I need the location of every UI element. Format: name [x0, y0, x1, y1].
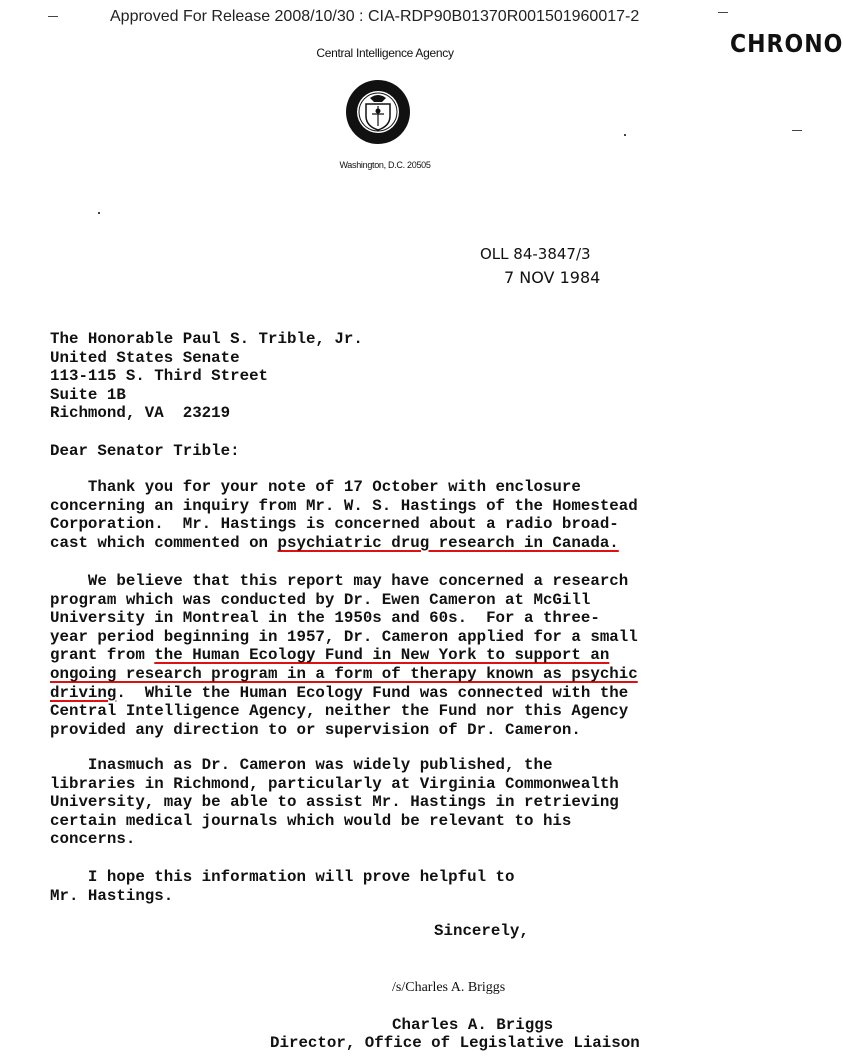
scan-speck: [624, 134, 626, 136]
scan-speck: [718, 12, 728, 13]
text-line: I hope this information will prove helpful to: [50, 868, 515, 886]
agency-name: Central Intelligence Agency: [316, 46, 454, 60]
address-line: 113-115 S. Third Street: [50, 367, 269, 385]
underlined-phrase: the Human Ecology Fund in New York to support an: [154, 646, 610, 665]
address-line: Suite 1B: [50, 385, 126, 404]
address-line: United States Senate: [50, 348, 240, 367]
recipient-address: [50, 330, 363, 423]
underlined-phrase: ongoing research program in a form of therapy known as psychic: [50, 664, 638, 683]
text-line: Thank you for your note of 17 October with enclosure: [50, 478, 581, 496]
text-line: year period beginning in 1957, Dr. Cameron applied for a small: [50, 627, 638, 646]
text-line: Central Intelligence Agency, neither the Fund nor this Agency: [50, 702, 629, 721]
text-line: concerning an inquiry from Mr. W. S. Hastings of the Homestead: [50, 496, 638, 515]
underlined-phrase: psychiatric drug research in Canada.: [277, 533, 619, 552]
chrono-stamp: CHRONO: [730, 30, 843, 59]
text-line: certain medical journals which would be relevant to his: [50, 811, 572, 830]
paragraph-1: [50, 478, 638, 552]
cia-seal-icon: [344, 78, 412, 146]
text-line: . While the Human Ecology Fund was connected with the: [116, 683, 629, 702]
text-line: We believe that this report may have concerned a research: [50, 572, 629, 590]
text-line: University, may be able to assist Mr. Hastings in retrieving: [50, 793, 619, 812]
address-line: The Honorable Paul S. Trible, Jr.: [50, 330, 363, 348]
scan-speck: [98, 212, 100, 214]
text-line: program which was conducted by Dr. Ewen Cameron at McGill: [50, 590, 591, 609]
text-line: Inasmuch as Dr. Cameron was widely published, the: [50, 756, 553, 774]
address-line: Richmond, VA 23219: [50, 404, 231, 422]
text-line: grant from: [50, 646, 155, 665]
scan-speck: [48, 16, 58, 17]
text-line: provided any direction to or supervision of Dr. Cameron.: [50, 720, 581, 739]
paragraph-4: [50, 868, 515, 905]
paragraph-3: [50, 756, 619, 849]
paragraph-2: [50, 572, 638, 739]
text-line: cast which commented on: [50, 533, 278, 552]
signer-name: Charles A. Briggs: [392, 1016, 554, 1034]
salutation: Dear Senator Trible:: [50, 442, 240, 460]
closing: Sincerely,: [434, 922, 529, 940]
release-header: Approved For Release 2008/10/30 : CIA-RDP90B01370R001501960017-2: [110, 8, 640, 25]
agency-city: Washington, D.C. 20505: [339, 160, 431, 170]
scan-speck: [792, 130, 802, 131]
letter-date: 7 NOV 1984: [504, 268, 601, 287]
text-line: concerns.: [50, 830, 136, 849]
signature: /s/Charles A. Briggs: [392, 980, 506, 995]
text-line: Corporation. Mr. Hastings is concerned about a radio broad-: [50, 515, 619, 534]
text-line: University in Montreal in the 1950s and 60s. For a three-: [50, 609, 600, 628]
reference-number: OLL 84-3847/3: [480, 245, 591, 263]
signer-title: Director, Office of Legislative Liaison: [270, 1034, 640, 1052]
underlined-phrase: driving: [50, 683, 117, 702]
text-line: Mr. Hastings.: [50, 886, 174, 905]
text-line: libraries in Richmond, particularly at Virginia Commonwealth: [50, 774, 619, 793]
